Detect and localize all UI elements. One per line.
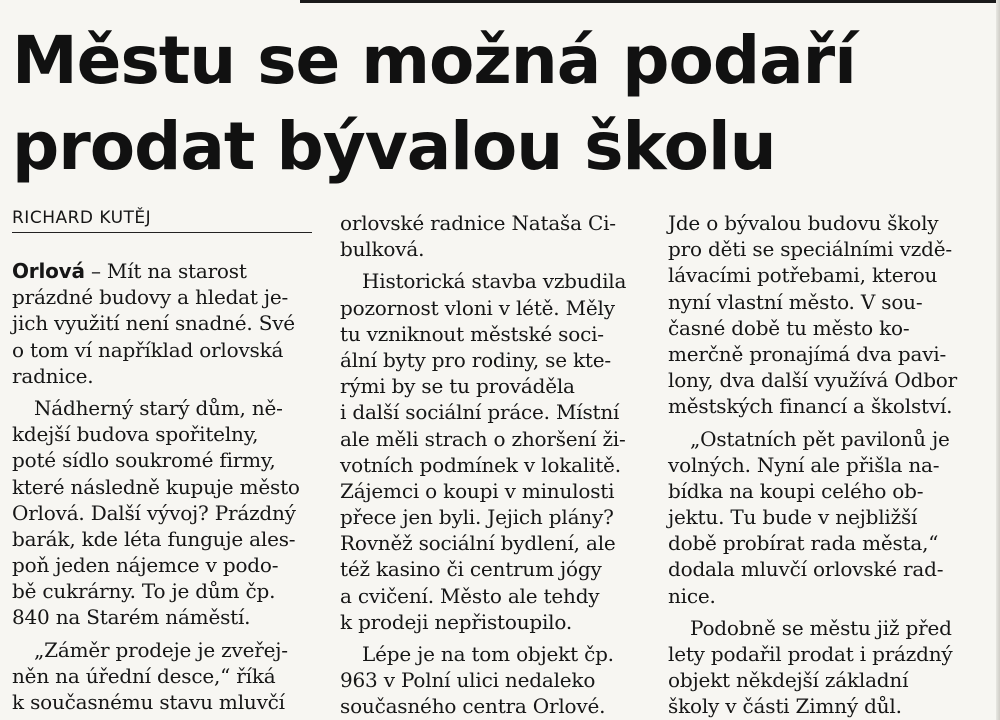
text-line-content: „Záměr prodeje je zveřej- [34,637,288,662]
text-line [668,452,978,478]
text-line [340,478,650,504]
text-line-content: lony, dva další využívá Odbor [668,368,957,393]
text-line-content: bídka na koupi celého ob- [668,478,924,503]
text-line-content: jektu. Tu bude v nejbližší [668,505,918,530]
text-line [12,526,322,552]
text-line [668,393,978,419]
text-line-content: ální byty pro rodiny, se kte- [340,347,611,372]
text-line-content: merčně pronajímá dva pavi- [668,341,947,366]
text-line [668,615,978,641]
text-line [668,341,978,367]
text-line-content: 840 na Starém náměstí. [12,605,251,630]
text-line [12,689,322,715]
text-line [668,262,978,288]
text-line-content: orlovské radnice Nataša Ci- [340,211,616,235]
text-line [340,641,650,667]
text-line-content: a cvičení. Město ale tehdy [340,583,600,608]
text-line-content: Rovněž sociální bydlení, ale [340,531,616,556]
text-line [340,504,650,530]
text-line [12,578,322,604]
byline: RICHARD KUTĚJ [12,206,312,233]
text-line-content: Zájemci o koupi v minulosti [340,478,615,503]
text-line-content: jich využití není snadné. Své [12,311,295,336]
text-line-content: k současnému stavu mluvčí [12,690,285,714]
text-line [668,478,978,504]
text-line [340,268,650,294]
text-line-content: nyní vlastní město. V sou- [668,289,923,314]
text-line-content: bě cukrárny. To je dům čp. [12,579,276,604]
text-line [12,310,322,336]
text-line-content: nice. [668,583,716,608]
text-line-content: době probírat rada města,“ [668,531,939,556]
text-line [12,663,322,689]
text-line-content: Lépe je na tom objekt čp. [362,642,614,666]
text-line [340,426,650,452]
text-line-content: současného centra Orlové. [340,694,606,719]
text-line-content: něn na úřední desce,“ říká [12,663,276,688]
text-line [340,347,650,373]
text-line-content: pozornost vloni v létě. Měly [340,295,615,320]
text-line [668,693,978,719]
text-line [12,421,322,447]
text-line-content: volných. Nyní ale přišla na- [668,452,940,477]
text-line-content: přece jen byli. Jejich plány? [340,505,614,530]
text-line-content: k prodeji nepřistoupilo. [340,609,573,634]
text-line-content: poté sídlo soukromé firmy, [12,448,276,473]
text-line [12,552,322,578]
text-line-content: rými by se tu prováděla [340,374,575,399]
text-line-content: – Mít na starost [84,259,247,283]
text-line [340,321,650,347]
text-line [668,426,978,452]
headline-line-2: prodat bývalou školu [12,108,776,185]
page-edge [996,0,1000,720]
text-line-content: kdejší budova spořitelny, [12,422,259,447]
text-line [340,236,650,262]
text-line-content: lety podařil prodat i prázdný [668,642,953,666]
article-column-1 [12,258,322,715]
text-line [340,530,650,556]
text-line [668,210,978,236]
text-line-content: ale měli strach o zhoršení ži- [340,426,626,451]
text-line [668,504,978,530]
text-line [668,289,978,315]
text-line-content: prázdné budovy a hledat je- [12,285,289,310]
text-line [12,258,322,284]
text-line [12,474,322,500]
text-line-content: „Ostatních pět pavilonů je [690,426,950,451]
text-line [668,315,978,341]
text-line [340,373,650,399]
text-line [12,395,322,421]
text-line-content: pro děti se speciálními vzdě- [668,237,952,262]
text-line-content: o tom ví například orlovská [12,337,284,362]
text-line-content: votních podmínek v lokalitě. [340,452,621,477]
text-line [12,337,322,363]
text-line [12,447,322,473]
text-line-content: školy v části Zimný důl. [668,694,902,719]
text-line-content: městských financí a školství. [668,394,953,419]
text-line-content: objekt někdejší základní [668,668,909,693]
text-line [340,667,650,693]
text-line [340,295,650,321]
dateline-place: Orlová [12,259,85,283]
text-line [12,500,322,526]
text-line [340,399,650,425]
headline [12,18,972,190]
headline-line-1: Městu se možná podaří [12,22,856,99]
text-line [668,641,978,667]
text-line [668,667,978,693]
text-line [668,583,978,609]
text-line [340,609,650,635]
text-line-content: Podobně se městu již před [690,615,952,640]
text-line-content: které následně kupuje město [12,474,300,499]
text-line [12,363,322,389]
text-line-content: Jde o bývalou budovu školy [668,211,939,235]
text-line-content: tu vzniknout městské soci- [340,321,604,346]
text-line-content: Nádherný starý dům, ně- [34,395,283,420]
text-line [668,236,978,262]
text-line [668,556,978,582]
text-line [668,530,978,556]
text-line-content: barák, kde léta funguje ales- [12,526,296,551]
text-line [340,556,650,582]
text-line-content: Historická stavba vzbudila [362,269,627,294]
text-line-content: dodala mluvčí orlovské rad- [668,557,944,582]
text-line-content: poň jeden nájemce v podo- [12,553,279,578]
text-line [340,452,650,478]
text-line-content: též kasino či centrum jógy [340,557,602,582]
text-line-content: lávacími potřebami, kterou [668,263,938,288]
text-line [12,604,322,630]
text-line [668,367,978,393]
article-column-3 [668,210,978,720]
text-line [340,210,650,236]
text-line [340,693,650,719]
text-line-content: časné době tu město ko- [668,315,910,340]
article-column-2 [340,210,650,720]
top-rule [300,0,1000,3]
text-line-content: Orlová. Další vývoj? Prázdný [12,500,296,525]
text-line [340,583,650,609]
text-line [12,637,322,663]
text-line-content: radnice. [12,363,94,388]
text-line-content: 963 v Polní ulici nedaleko [340,668,596,693]
text-line [12,284,322,310]
text-line-content: bulková. [340,237,425,262]
text-line-content: i další sociální práce. Místní [340,400,620,425]
